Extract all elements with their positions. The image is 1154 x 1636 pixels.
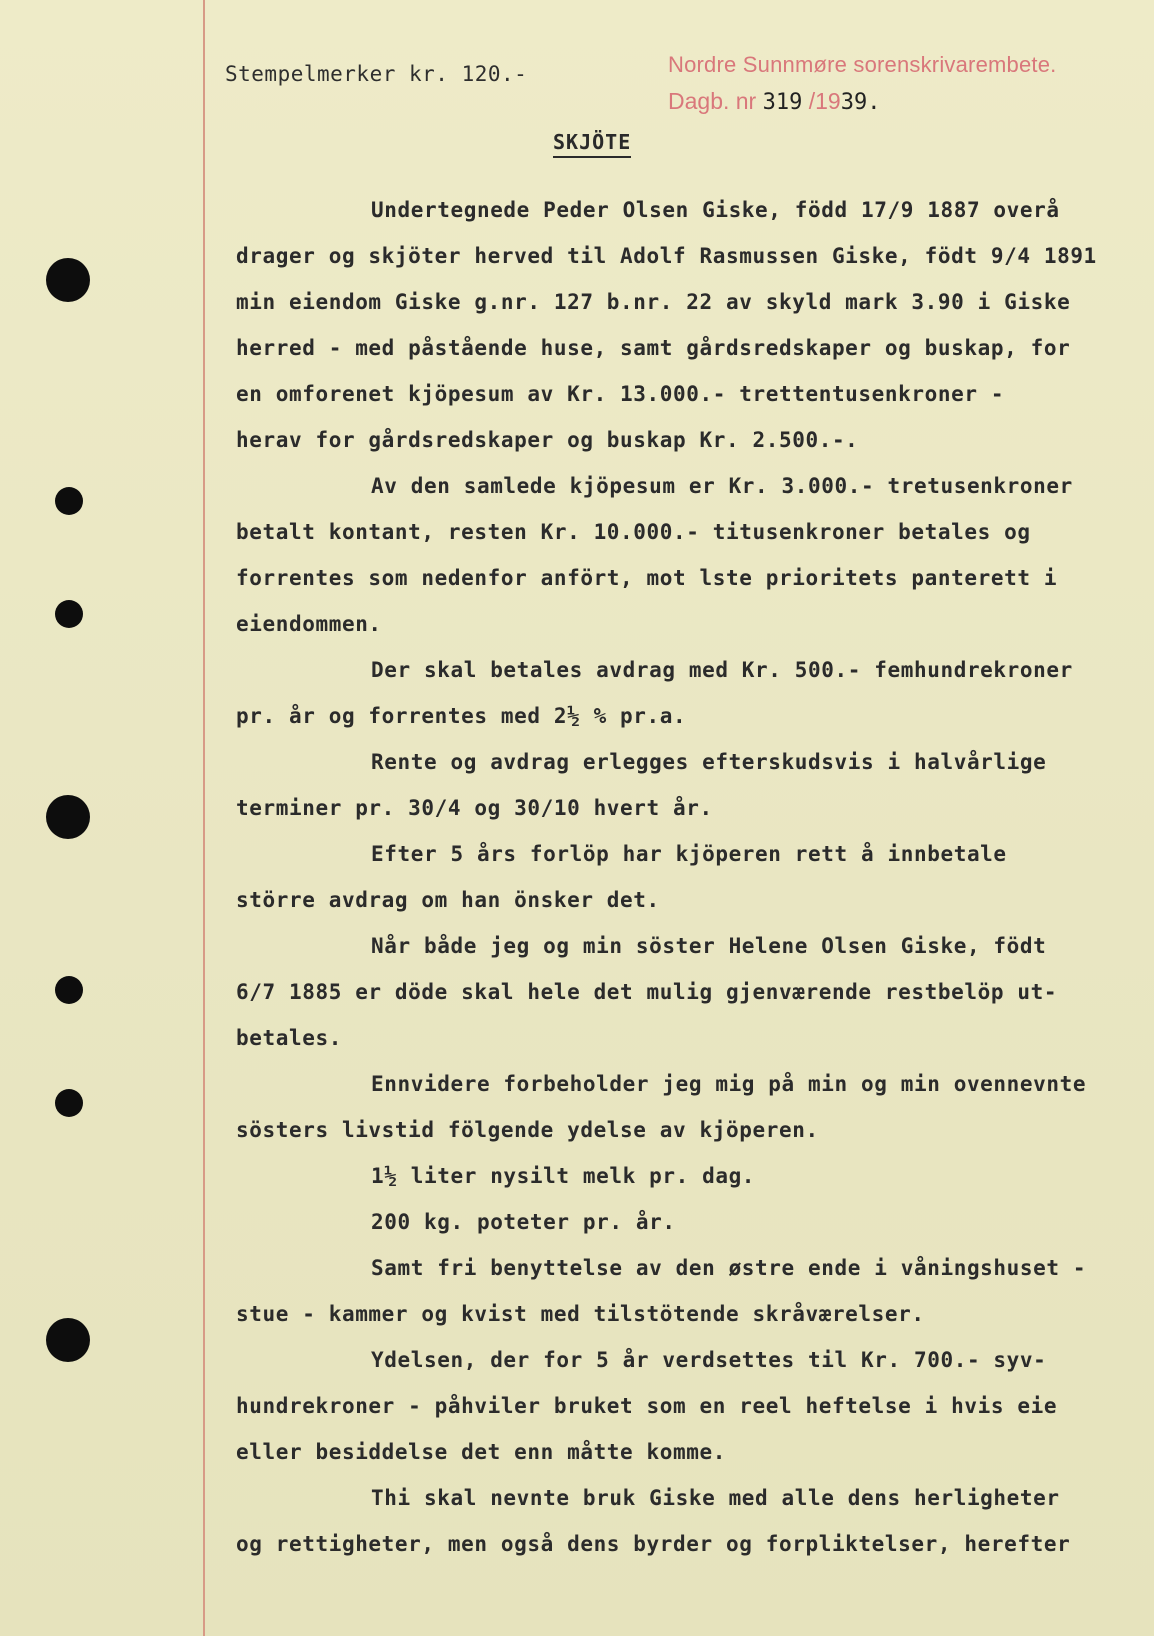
office-stamp: Nordre Sunnmøre sorenskrivarembete. (668, 52, 1057, 77)
text-line: större avdrag om han önsker det. (236, 888, 660, 912)
text-line: min eiendom Giske g.nr. 127 b.nr. 22 av skyld mark 3.90 i Giske (236, 290, 1071, 314)
journal-number-stamp (668, 88, 880, 115)
text-line: sösters livstid fölgende ydelse av kjöperen. (236, 1118, 819, 1142)
journal-year: 39. (840, 90, 881, 115)
text-line: en omforenet kjöpesum av Kr. 13.000.- trettentusenkroner - (236, 382, 1005, 406)
punch-hole-2 (55, 487, 83, 515)
text-line: Av den samlede kjöpesum er Kr. 3.000.- tretusenkroner (371, 474, 1073, 498)
text-line: forrentes som nedenfor anfört, mot lste prioritets panterett i (236, 566, 1058, 590)
text-line: Rente og avdrag erlegges efterskudsvis i halvårlige (371, 750, 1047, 774)
text-line: 6/7 1885 er döde skal hele det mulig gjenværende restbelöp ut- (236, 980, 1058, 1004)
text-line: hundrekroner - påhviler bruket som en reel heftelse i hvis eie (236, 1394, 1058, 1418)
text-line: eiendommen. (236, 612, 382, 636)
punch-hole-6 (55, 1089, 83, 1117)
text-line: Undertegnede Peder Olsen Giske, född 17/9 1887 overå (371, 198, 1060, 222)
text-line: Efter 5 års forlöp har kjöperen rett å innbetale (371, 842, 1007, 866)
text-line: terminer pr. 30/4 og 30/10 hvert år. (236, 796, 713, 820)
text-line: Når både jeg og min söster Helene Olsen Giske, födt (371, 934, 1047, 958)
text-line: betales. (236, 1026, 342, 1050)
text-line: betalt kontant, resten Kr. 10.000.- titusenkroner betales og (236, 520, 1031, 544)
text-line: 200 kg. poteter pr. år. (371, 1210, 676, 1234)
text-line: Thi skal nevnte bruk Giske med alle dens herligheter (371, 1486, 1060, 1510)
text-line: Samt fri benyttelse av den østre ende i våningshuset - (371, 1256, 1087, 1280)
text-line: 1½ liter nysilt melk pr. dag. (371, 1164, 756, 1188)
text-line: Der skal betales avdrag med Kr. 500.- femhundrekroner (371, 658, 1073, 682)
punch-hole-7 (46, 1318, 90, 1362)
text-line: og rettigheter, men også dens byrder og forpliktelser, herefter (236, 1532, 1071, 1556)
stamp-duty-text: Stempelmerker kr. 120.- (225, 62, 528, 86)
journal-separator: /19 (802, 88, 841, 114)
journal-number: 319 (762, 90, 803, 115)
document-title: SKJÖTE (553, 130, 631, 158)
text-line: pr. år og forrentes med 2½ % pr.a. (236, 704, 687, 728)
text-line: stue - kammer og kvist med tilstötende skråværelser. (236, 1302, 925, 1326)
text-line: herred - med påstående huse, samt gårdsredskaper og buskap, for (236, 336, 1071, 360)
text-line: herav for gårdsredskaper og buskap Kr. 2.500.-. (236, 428, 859, 452)
text-line: Ennvidere forbeholder jeg mig på min og min ovennevnte (371, 1072, 1087, 1096)
journal-prefix: Dagb. nr (668, 88, 757, 114)
punch-hole-4 (46, 795, 90, 839)
margin-rule (203, 0, 205, 1636)
punch-hole-5 (55, 976, 83, 1004)
text-line: Ydelsen, der for 5 år verdsettes til Kr. 700.- syv- (371, 1348, 1047, 1372)
text-line: drager og skjöter herved til Adolf Rasmussen Giske, födt 9/4 1891 (236, 244, 1097, 268)
text-line: eller besiddelse det enn måtte komme. (236, 1440, 726, 1464)
punch-hole-1 (46, 258, 90, 302)
punch-hole-3 (55, 600, 83, 628)
